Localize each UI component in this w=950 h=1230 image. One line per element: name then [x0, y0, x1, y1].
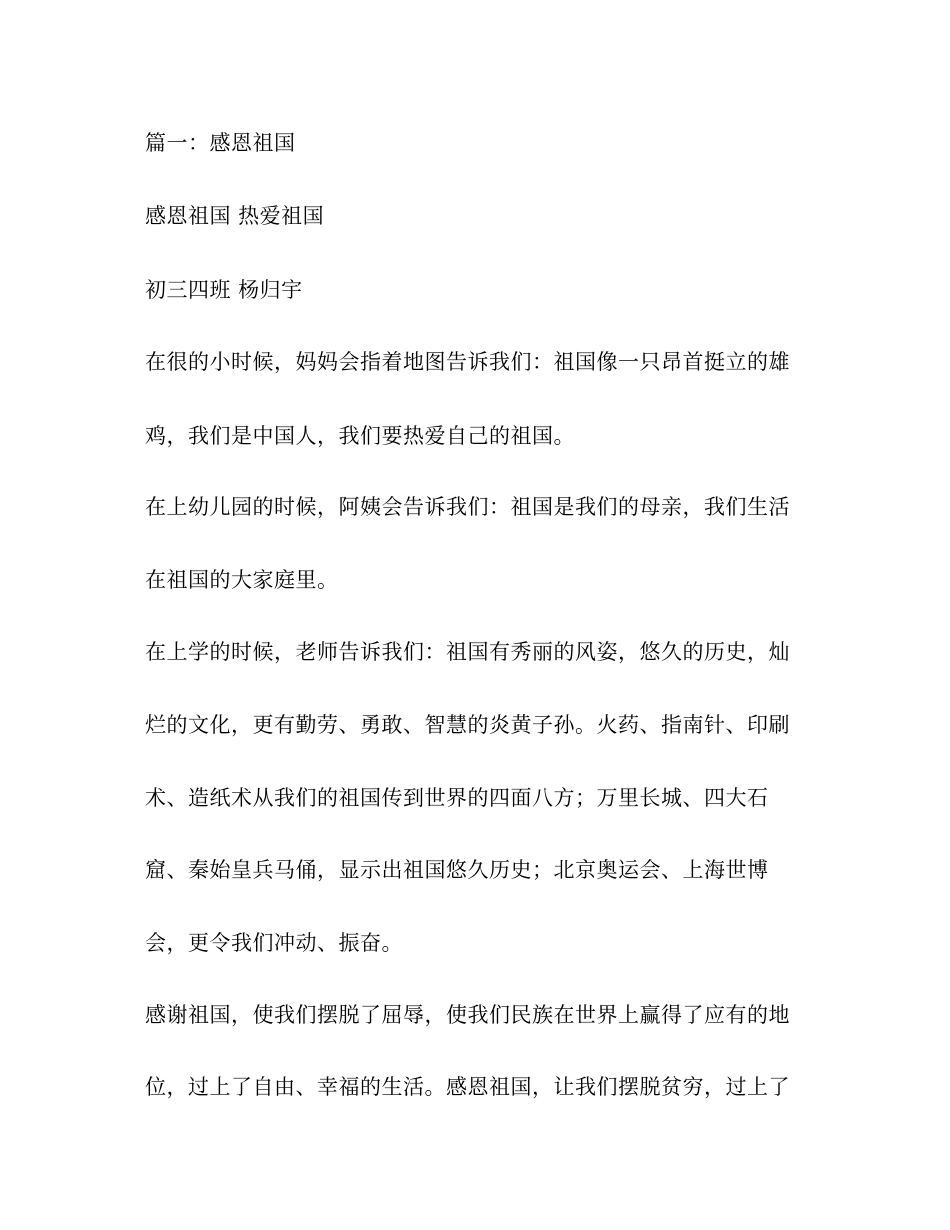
paragraph-line: 位，过上了自由、幸福的生活。感恩祖国，让我们摆脱贫穷，过上了 — [145, 1075, 790, 1099]
essay-title: 感恩祖国 热爱祖国 — [145, 204, 325, 228]
author-line: 初三四班 杨归宇 — [145, 278, 303, 302]
paragraph-line: 鸡，我们是中国人，我们要热爱自己的祖国。 — [145, 424, 575, 448]
paragraph-line: 窟、秦始皇兵马俑，显示出祖国悠久历史；北京奥运会、上海世博 — [145, 858, 769, 882]
paragraph-line: 在很的小时候，妈妈会指着地图告诉我们：祖国像一只昂首挺立的雄 — [145, 350, 790, 374]
paragraph-line: 感谢祖国，使我们摆脱了屈辱，使我们民族在世界上赢得了应有的地 — [145, 1003, 790, 1027]
paragraph-line: 会，更令我们冲动、振奋。 — [145, 931, 403, 955]
paragraph-line: 在上学的时候，老师告诉我们：祖国有秀丽的风姿，悠久的历史，灿 — [145, 640, 790, 664]
paragraph-line: 在上幼儿园的时候，阿姨会告诉我们：祖国是我们的母亲，我们生活 — [145, 495, 790, 519]
section-heading: 篇一：感恩祖国 — [145, 131, 296, 155]
paragraph-line: 术、造纸术从我们的祖国传到世界的四面八方；万里长城、四大石 — [145, 786, 769, 810]
paragraph-line: 在祖国的大家庭里。 — [145, 568, 339, 592]
paragraph-line: 烂的文化，更有勤劳、勇敢、智慧的炎黄子孙。火药、指南针、印刷 — [145, 713, 790, 737]
